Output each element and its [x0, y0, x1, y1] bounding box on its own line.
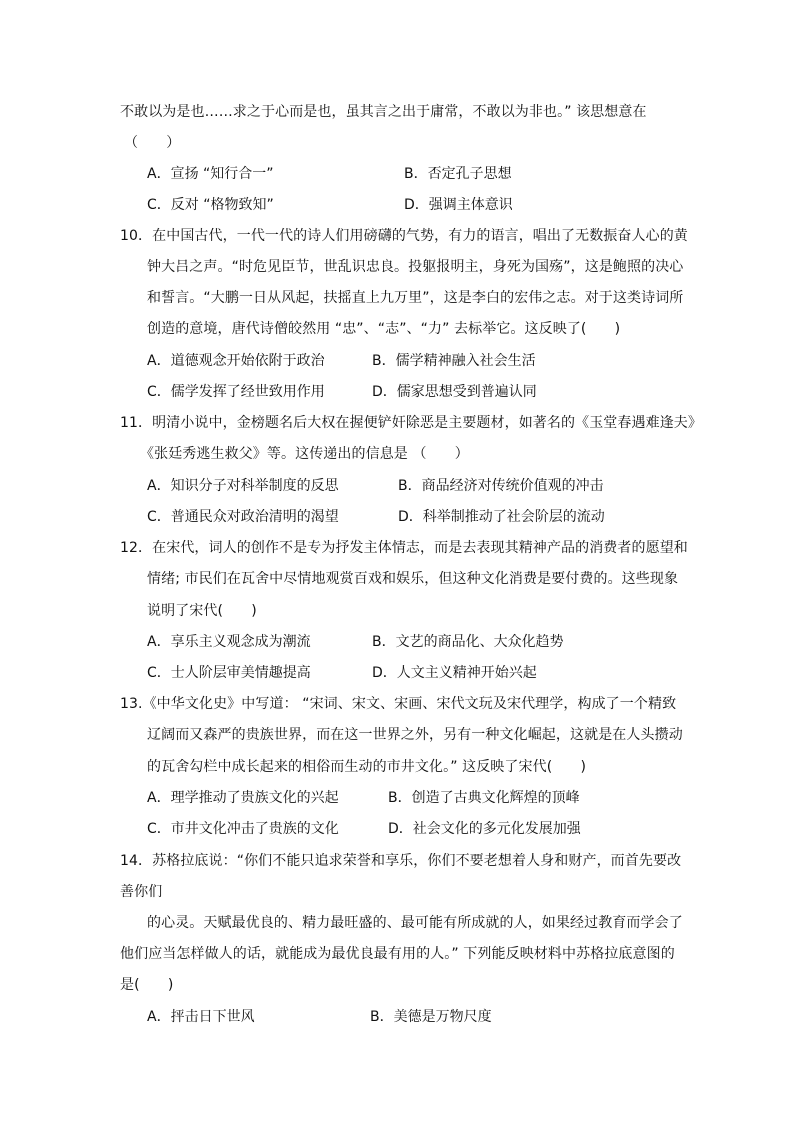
q12-stem-line2: 情绪; 市民们在瓦舍中尽情地观赏百戏和娱乐，但这种文化消费是要付费的。这些现象	[147, 571, 679, 587]
q9-option-b: B．否定孔子思想	[404, 166, 512, 182]
q12-option-a: A．享乐主义观念成为潮流	[147, 634, 311, 650]
q9-option-d: D．强调主体意识	[404, 197, 513, 213]
q10-option-c: C．儒学发挥了经世致用作用	[147, 384, 325, 400]
q9-stem-line2: （ ）	[124, 135, 181, 151]
q11-stem-line1: 11．明清小说中，金榜题名后大权在握便铲奸除恶是主要题材，如著名的《玉堂春遇难逢夫》	[120, 415, 703, 431]
q9-stem-line1: 不敢以为是也……求之于心而是也，虽其言之出于庸常，不敢以为非也。” 该思想意在	[120, 104, 647, 120]
q13-option-d: D．社会文化的多元化发展加强	[388, 821, 581, 837]
q11-option-c: C．普通民众对政治清明的渴望	[147, 509, 339, 525]
q14-stem-line3: 的心灵。天赋最优良的、精力最旺盛的、最可能有所成就的人，如果经过教育而学会了	[147, 915, 683, 931]
q11-option-b: B．商品经济对传统价值观的冲击	[398, 478, 604, 494]
q10-stem-line4: 创造的意境，唐代诗僧皎然用 “忠”、“志”、“力” 去标举它。这反映了( )	[147, 321, 621, 337]
q10-option-d: D．儒家思想受到普遍认同	[372, 384, 537, 400]
q11-option-a: A．知识分子对科举制度的反思	[147, 478, 339, 494]
q10-stem-line1: 10．在中国古代，一代一代的诗人们用磅礴的气势，有力的语言，唱出了无数振奋人心的黄	[120, 228, 688, 244]
q14-stem-line1: 14．苏格拉底说：“你们不能只追求荣誉和享乐，你们不要老想着人身和财产，而首先要改	[120, 853, 682, 869]
q11-stem-line2: 《张廷秀逃生救父》等。这传递出的信息是 （ ）	[140, 446, 469, 462]
q14-option-a: A．抨击日下世风	[147, 1009, 255, 1025]
q12-option-b: B．文艺的商品化、大众化趋势	[372, 634, 564, 650]
q10-stem-line2: 钟大吕之声。“时危见臣节，世乱识忠良。投躯报明主，身死为国殇”，这是鲍照的决心	[147, 259, 684, 275]
q13-stem-line1: 13.《中华文化史》中写道： “宋词、宋文、宋画、宋代文玩及宋代理学，构成了一个精致	[120, 696, 677, 712]
q9-option-a: A．宣扬 “知行合一”	[147, 166, 274, 182]
q14-stem-line5: 是( )	[120, 977, 174, 993]
q14-stem-line2: 善你们	[120, 884, 163, 900]
q12-option-c: C．士人阶层审美情趣提高	[147, 665, 311, 681]
q13-option-a: A．理学推动了贵族文化的兴起	[147, 790, 339, 806]
q10-option-a: A．道德观念开始依附于政治	[147, 353, 325, 369]
q11-option-d: D．科举制推动了社会阶层的流动	[398, 509, 605, 525]
q14-option-b: B．美德是万物尺度	[370, 1009, 492, 1025]
q13-stem-line3: 的瓦舍勾栏中成长起来的相俗而生动的市井文化。” 这反映了宋代( )	[147, 759, 587, 775]
q10-option-b: B．儒学精神融入社会生活	[372, 353, 536, 369]
q12-stem-line3: 说明了宋代( )	[147, 603, 257, 619]
q13-stem-line2: 辽阔而又森严的贵族世界，而在这一世界之外，另有一种文化崛起，这就是在人头攒动	[147, 727, 683, 743]
q13-option-b: B．创造了古典文化辉煌的顶峰	[388, 790, 580, 806]
q9-option-c: C．反对 “格物致知”	[147, 197, 274, 213]
q12-stem-line1: 12．在宋代，词人的创作不是专为抒发主体情志，而是去表现其精神产品的消费者的愿望和	[120, 540, 688, 556]
q12-option-d: D．人文主义精神开始兴起	[372, 665, 537, 681]
q14-stem-line4: 他们应当怎样做人的话，就能成为最优良最有用的人。” 下列能反映材料中苏格拉底意图的	[120, 946, 675, 962]
q13-option-c: C．市井文化冲击了贵族的文化	[147, 821, 339, 837]
q10-stem-line3: 和誓言。“大鹏一日从风起，扶摇直上九万里”，这是李白的宏伟之志。对于这类诗词所	[147, 290, 684, 306]
